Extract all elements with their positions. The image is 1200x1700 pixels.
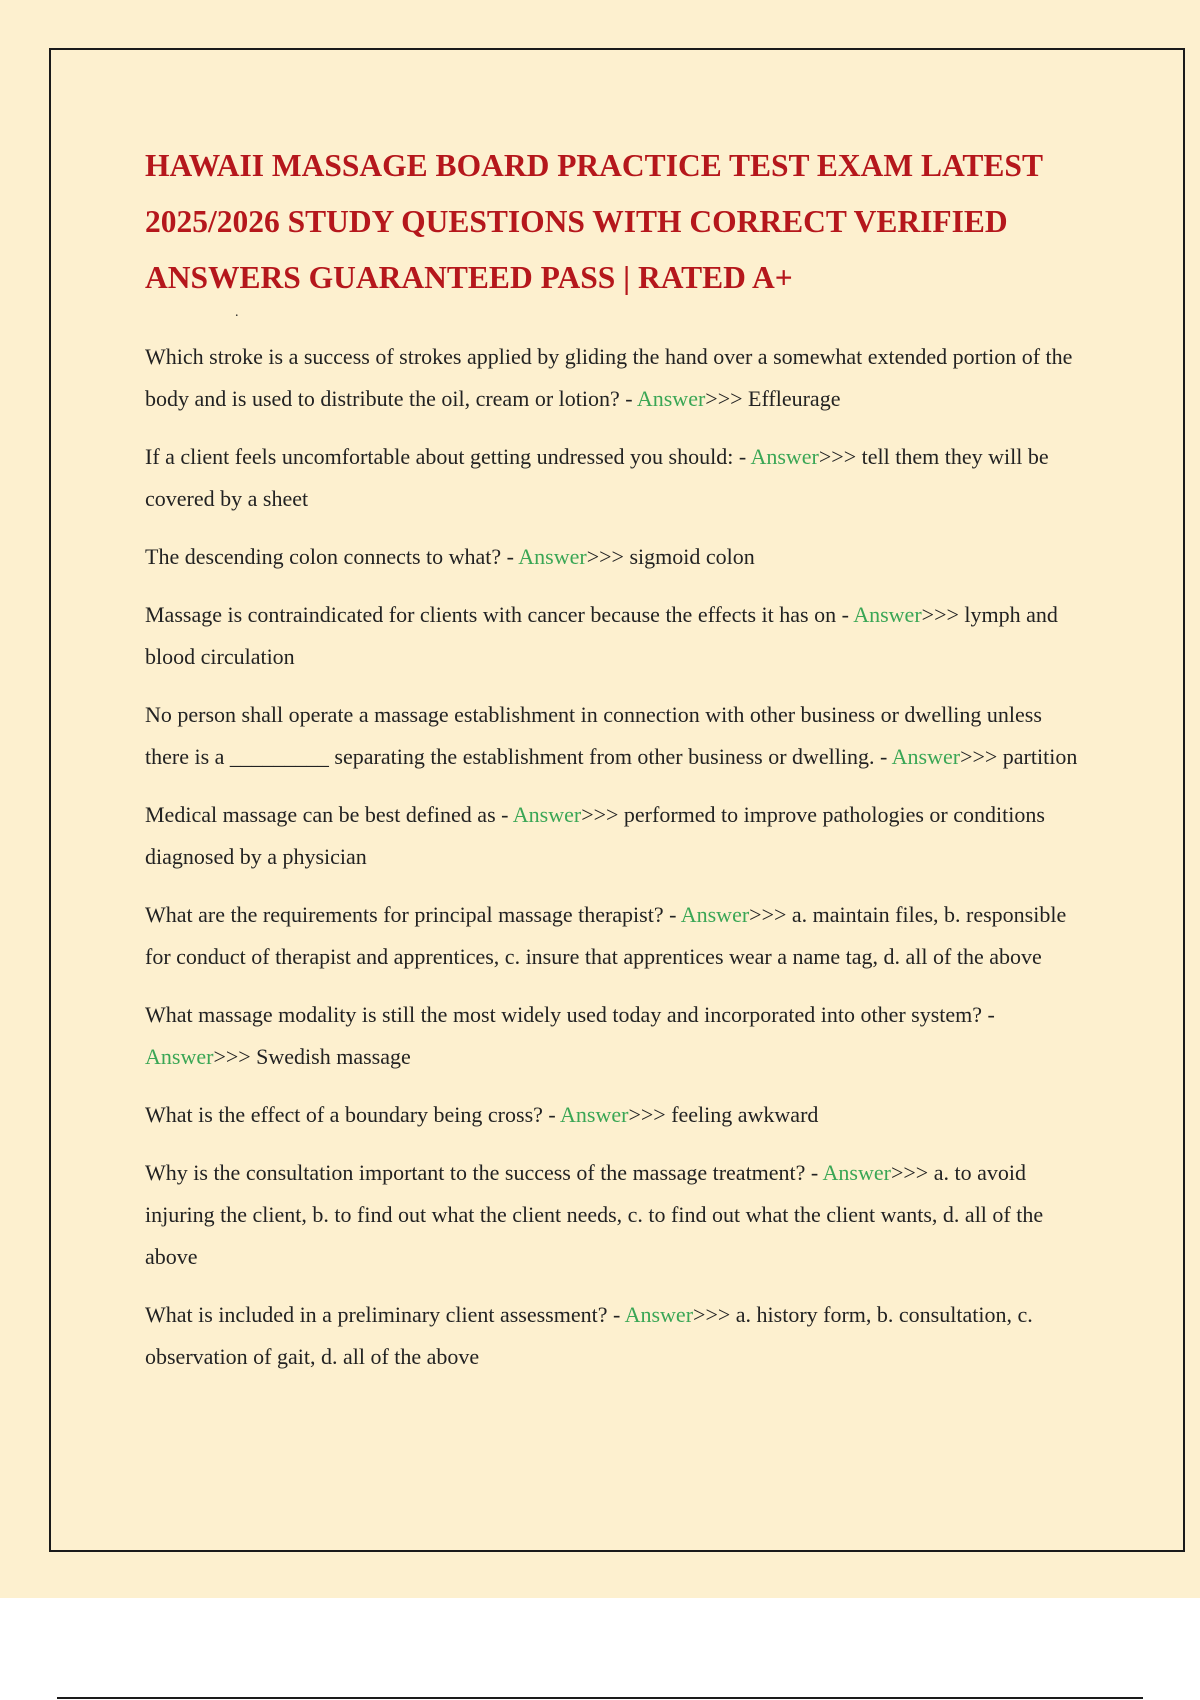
answer-label: Answer [624, 1302, 694, 1327]
answer-text: tell them they will be covered by a sheet [145, 444, 1049, 511]
qa-item [145, 894, 1090, 978]
question-text: What massage modality is still the most widely used today and incorporated into other system? - [145, 1002, 995, 1027]
answer-marker: >>> [960, 744, 998, 769]
title-underline-mark [145, 306, 1090, 326]
question-text: What is included in a preliminary client assessment? - [145, 1302, 625, 1327]
question-text: Medical massage can be best defined as - [145, 802, 513, 827]
answer-marker: >>> [749, 902, 787, 927]
document-content [145, 138, 1090, 1394]
answer-text: sigmoid colon [623, 544, 755, 569]
question-text: What are the requirements for principal massage therapist? - [145, 902, 681, 927]
qa-item [145, 594, 1090, 678]
qa-item [145, 1152, 1090, 1278]
answer-label: Answer [853, 602, 922, 627]
answer-text: Effleurage [742, 386, 841, 411]
answer-marker: >>> [628, 1102, 666, 1127]
qa-item [145, 994, 1090, 1078]
qa-item [145, 336, 1090, 420]
answer-text: a. to avoid injuring the client, b. to find out what the client needs, c. to find out what the client wants, d. all of the above [145, 1160, 1044, 1269]
answer-label: Answer [636, 386, 706, 411]
title-mark: . [235, 305, 239, 320]
answer-marker: >>> [921, 602, 959, 627]
qa-item [145, 536, 1090, 578]
answer-label: Answer [822, 1160, 891, 1185]
answer-marker: >>> [213, 1044, 251, 1069]
footer-rule [57, 1697, 1143, 1699]
answer-text: performed to improve pathologies or conditions diagnosed by a physician [145, 802, 1045, 869]
answer-marker: >>> [818, 444, 857, 469]
qa-list [145, 336, 1090, 1378]
answer-marker: >>> [581, 802, 619, 827]
qa-item [145, 794, 1090, 878]
answer-marker: >>> [890, 1160, 929, 1185]
question-text: What is the effect of a boundary being cross? - [145, 1102, 561, 1127]
answer-label: Answer [680, 902, 750, 927]
answer-text: a. maintain files, b. responsible for conduct of therapist and apprentices, c. insure that apprentices wear a name tag, d. all of the above [145, 902, 1067, 969]
answer-marker: >>> [586, 544, 624, 569]
answer-label: Answer [518, 544, 587, 569]
answer-label: Answer [560, 1102, 629, 1127]
document-title: HAWAII MASSAGE BOARD PRACTICE TEST EXAM LATEST 2025/2026 STUDY QUESTIONS WITH CORRECT VERIFIED ANSWERS GUARANTEED PASS | RATED A+ [145, 148, 1043, 295]
answer-text: Swedish massage [250, 1044, 411, 1069]
question-text: Massage is contraindicated for clients with cancer because the effects it has on - [145, 602, 854, 627]
question-text: The descending colon connects to what? - [145, 544, 519, 569]
answer-text: a. history form, b. consultation, c. observation of gait, d. all of the above [145, 1302, 1033, 1369]
qa-item [145, 1294, 1090, 1378]
answer-label: Answer [750, 444, 819, 469]
question-text: If a client feels uncomfortable about getting undressed you should: - [145, 444, 751, 469]
answer-label: Answer [512, 802, 582, 827]
qa-item [145, 694, 1090, 778]
answer-text: feeling awkward [665, 1102, 819, 1127]
question-text: No person shall operate a massage establishment in connection with other business or dwelling unless there is a _________ separating the establishment from other business or dwelling. - [145, 702, 1042, 769]
answer-text: lymph and blood circulation [145, 602, 1058, 669]
qa-item [145, 436, 1090, 520]
answer-label: Answer [891, 744, 961, 769]
answer-marker: >>> [705, 386, 743, 411]
question-text: Which stroke is a success of strokes applied by gliding the hand over a somewhat extended portion of the body and is used to distribute the oil, cream or lotion? - [145, 344, 1073, 411]
answer-label: Answer [145, 1044, 214, 1069]
answer-text: partition [997, 744, 1078, 769]
qa-item [145, 1094, 1090, 1136]
question-text: Why is the consultation important to the success of the massage treatment? - [145, 1160, 823, 1185]
answer-marker: >>> [693, 1302, 731, 1327]
